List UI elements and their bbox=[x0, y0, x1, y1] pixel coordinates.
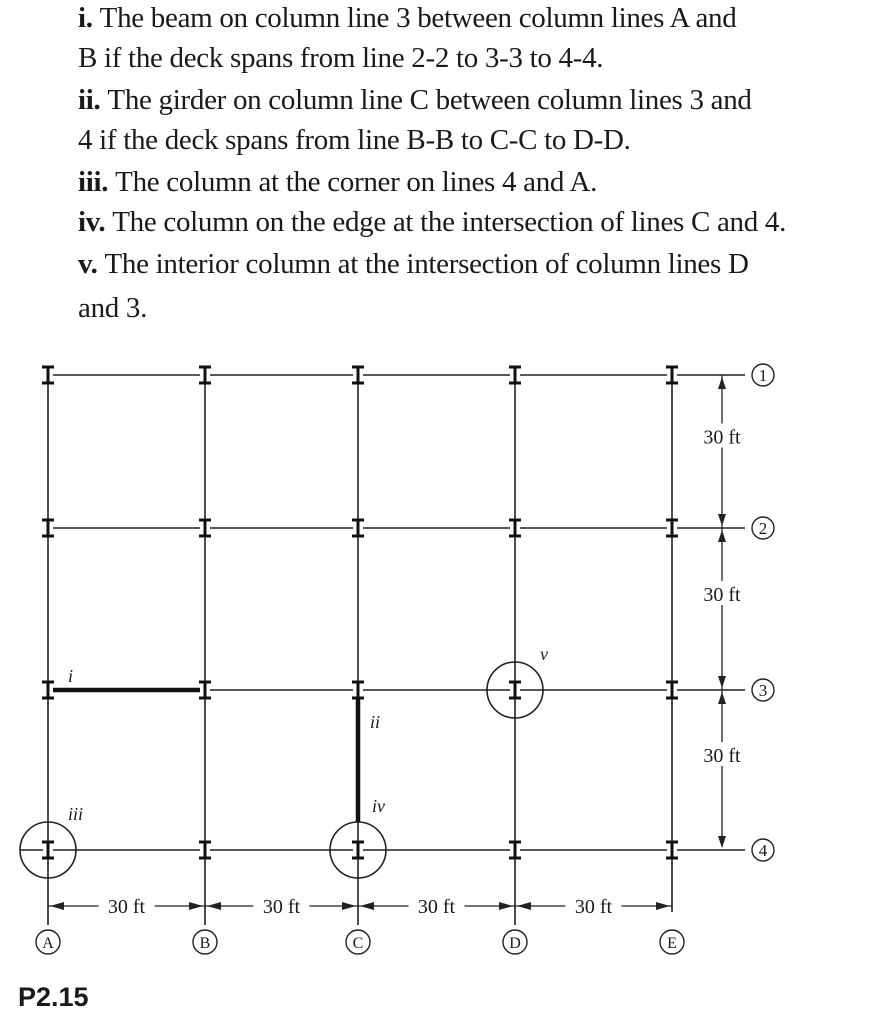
arrowhead bbox=[360, 902, 374, 910]
problem-text: The column on the edge at the intersection of lines C and 4. bbox=[112, 206, 787, 238]
row-label-3: 3 bbox=[758, 681, 768, 700]
arrowhead bbox=[499, 902, 513, 910]
arrowhead bbox=[50, 902, 64, 910]
column-label-B: B bbox=[199, 935, 211, 952]
row-spacing-label: 30 ft bbox=[703, 745, 741, 767]
column-label-C: C bbox=[352, 935, 364, 952]
column-label-D: D bbox=[509, 935, 521, 952]
arrowhead bbox=[342, 902, 356, 910]
problem-text: B if the deck spans from line 2-2 to 3-3 to 4-4. bbox=[78, 42, 604, 74]
arrowhead bbox=[718, 377, 726, 389]
arrowhead bbox=[718, 514, 726, 526]
problem-text: 4 if the deck spans from line B-B to C-C to D-D. bbox=[78, 124, 631, 156]
arrowhead bbox=[207, 902, 221, 910]
row-label-4: 4 bbox=[758, 841, 768, 860]
problem-number: ii. bbox=[78, 84, 108, 116]
label-i: i bbox=[68, 666, 74, 686]
column-spacing-label: 30 ft bbox=[417, 896, 456, 918]
column-label-E: E bbox=[667, 935, 677, 952]
problem-text: The interior column at the intersection of column lines D bbox=[104, 248, 749, 280]
problem-number: iii. bbox=[78, 166, 116, 198]
problem-number: v. bbox=[78, 248, 105, 280]
arrowhead bbox=[189, 902, 203, 910]
arrowhead bbox=[656, 902, 670, 910]
label-iii: iii bbox=[68, 804, 84, 824]
column-spacing-label: 30 ft bbox=[574, 896, 613, 918]
column-spacing-label: 30 ft bbox=[107, 896, 146, 918]
problem-text: and 3. bbox=[78, 292, 148, 324]
row-spacing-label: 30 ft bbox=[703, 584, 741, 606]
arrowhead bbox=[517, 902, 531, 910]
row-label-2: 2 bbox=[758, 519, 768, 538]
arrowhead bbox=[718, 676, 726, 688]
label-ii: ii bbox=[370, 712, 381, 732]
row-spacing-label: 30 ft bbox=[703, 426, 741, 449]
figure-label: P2.15 bbox=[18, 982, 89, 1012]
problem-number: iv. bbox=[78, 206, 113, 238]
arrowhead bbox=[718, 836, 726, 848]
column-spacing-label: 30 ft bbox=[262, 896, 301, 918]
problem-text: The girder on column line C between column lines 3 and bbox=[107, 84, 752, 116]
label-v: v bbox=[540, 644, 548, 664]
row-label-1: 1 bbox=[758, 366, 768, 385]
label-iv: iv bbox=[372, 796, 385, 816]
problem-text: The beam on column line 3 between column lines A and bbox=[99, 2, 737, 34]
problem-number: i. bbox=[78, 2, 100, 34]
arrowhead bbox=[718, 692, 726, 704]
problem-text: The column at the corner on lines 4 and A. bbox=[115, 166, 598, 198]
column-label-A: A bbox=[42, 935, 54, 952]
arrowhead bbox=[718, 530, 726, 542]
